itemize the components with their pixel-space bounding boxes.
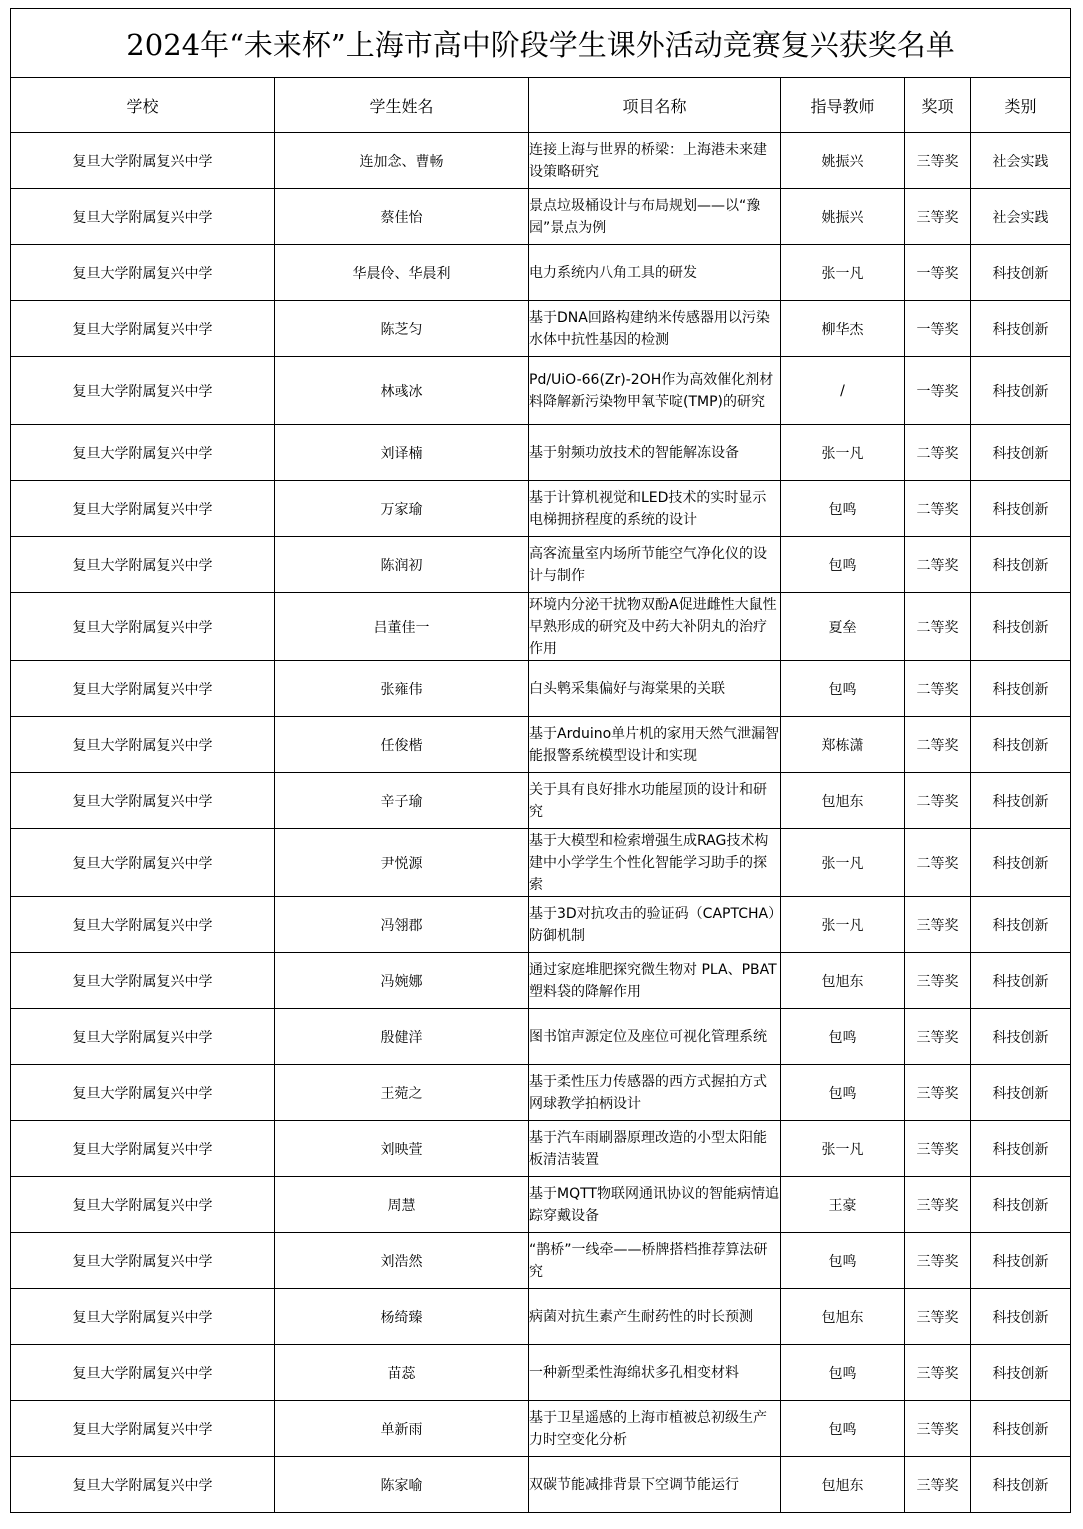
category-cell: 科技创新 [971, 1289, 1071, 1345]
school-cell: 复旦大学附属复兴中学 [11, 425, 275, 481]
header-category: 类别 [971, 78, 1071, 133]
student-name-cell: 尹悦源 [275, 829, 529, 897]
school-cell: 复旦大学附属复兴中学 [11, 133, 275, 189]
table-row [11, 1121, 1071, 1177]
header-school: 学校 [11, 78, 275, 133]
award-cell: 三等奖 [905, 1009, 971, 1065]
award-cell: 二等奖 [905, 773, 971, 829]
award-cell: 二等奖 [905, 829, 971, 897]
category-cell: 科技创新 [971, 897, 1071, 953]
award-cell: 二等奖 [905, 593, 971, 661]
category-cell: 科技创新 [971, 717, 1071, 773]
student-name-cell: 冯翎郡 [275, 897, 529, 953]
project-title-cell: 关于具有良好排水功能屋顶的设计和研究 [529, 773, 781, 829]
student-name-cell: 陈润初 [275, 537, 529, 593]
school-cell: 复旦大学附属复兴中学 [11, 593, 275, 661]
student-name-cell: 林彧冰 [275, 357, 529, 425]
award-cell: 二等奖 [905, 425, 971, 481]
teacher-cell: / [781, 357, 905, 425]
school-cell: 复旦大学附属复兴中学 [11, 773, 275, 829]
header-students: 学生姓名 [275, 78, 529, 133]
category-cell: 科技创新 [971, 1457, 1071, 1513]
student-name-cell: 殷健洋 [275, 1009, 529, 1065]
table-row [11, 425, 1071, 481]
project-title-cell: 基于大模型和检索增强生成RAG技术构建中小学学生个性化智能学习助手的探索 [529, 829, 781, 897]
award-cell: 三等奖 [905, 953, 971, 1009]
award-cell: 三等奖 [905, 897, 971, 953]
school-cell: 复旦大学附属复兴中学 [11, 1345, 275, 1401]
school-cell: 复旦大学附属复兴中学 [11, 1233, 275, 1289]
category-cell: 科技创新 [971, 661, 1071, 717]
school-cell: 复旦大学附属复兴中学 [11, 1065, 275, 1121]
teacher-cell: 郑栋潇 [781, 717, 905, 773]
teacher-cell: 包鸣 [781, 1009, 905, 1065]
student-name-cell: 单新雨 [275, 1401, 529, 1457]
table-row [11, 133, 1071, 189]
table-row [11, 1401, 1071, 1457]
student-name-cell: 杨绮臻 [275, 1289, 529, 1345]
table-row [11, 1065, 1071, 1121]
project-title-cell: 双碳节能减排背景下空调节能运行 [529, 1457, 781, 1513]
school-cell: 复旦大学附属复兴中学 [11, 1121, 275, 1177]
student-name-cell: 任俊楷 [275, 717, 529, 773]
category-cell: 社会实践 [971, 189, 1071, 245]
category-cell: 科技创新 [971, 1401, 1071, 1457]
teacher-cell: 包鸣 [781, 1401, 905, 1457]
table-row [11, 1457, 1071, 1513]
teacher-cell: 姚振兴 [781, 189, 905, 245]
student-name-cell: 连加念、曹畅 [275, 133, 529, 189]
award-cell: 三等奖 [905, 1345, 971, 1401]
teacher-cell: 包鸣 [781, 481, 905, 537]
category-cell: 科技创新 [971, 953, 1071, 1009]
student-name-cell: 陈家喻 [275, 1457, 529, 1513]
school-cell: 复旦大学附属复兴中学 [11, 537, 275, 593]
category-cell: 科技创新 [971, 537, 1071, 593]
table-row [11, 1009, 1071, 1065]
project-title-cell: 图书馆声源定位及座位可视化管理系统 [529, 1009, 781, 1065]
student-name-cell: 冯婉娜 [275, 953, 529, 1009]
table-row [11, 1177, 1071, 1233]
project-title-cell: 基于MQTT物联网通讯协议的智能病情追踪穿戴设备 [529, 1177, 781, 1233]
teacher-cell: 包鸣 [781, 1065, 905, 1121]
teacher-cell: 张一凡 [781, 425, 905, 481]
table-row [11, 773, 1071, 829]
student-name-cell: 苗蕊 [275, 1345, 529, 1401]
school-cell: 复旦大学附属复兴中学 [11, 245, 275, 301]
teacher-cell: 夏垒 [781, 593, 905, 661]
teacher-cell: 柳华杰 [781, 301, 905, 357]
header-row [11, 78, 1071, 133]
table-row [11, 1345, 1071, 1401]
category-cell: 科技创新 [971, 1065, 1071, 1121]
school-cell: 复旦大学附属复兴中学 [11, 1177, 275, 1233]
award-cell: 二等奖 [905, 661, 971, 717]
school-cell: 复旦大学附属复兴中学 [11, 717, 275, 773]
award-list-table [10, 8, 1071, 1513]
school-cell: 复旦大学附属复兴中学 [11, 661, 275, 717]
project-title-cell: 基于卫星遥感的上海市植被总初级生产力时空变化分析 [529, 1401, 781, 1457]
teacher-cell: 张一凡 [781, 245, 905, 301]
category-cell: 科技创新 [971, 593, 1071, 661]
student-name-cell: 华晨伶、华晨利 [275, 245, 529, 301]
header-award: 奖项 [905, 78, 971, 133]
table-row [11, 829, 1071, 897]
project-title-cell: 基于汽车雨刷器原理改造的小型太阳能板清洁装置 [529, 1121, 781, 1177]
school-cell: 复旦大学附属复兴中学 [11, 1289, 275, 1345]
category-cell: 科技创新 [971, 425, 1071, 481]
student-name-cell: 万家瑜 [275, 481, 529, 537]
school-cell: 复旦大学附属复兴中学 [11, 1009, 275, 1065]
student-name-cell: 王菀之 [275, 1065, 529, 1121]
student-name-cell: 刘浩然 [275, 1233, 529, 1289]
school-cell: 复旦大学附属复兴中学 [11, 357, 275, 425]
table-row [11, 661, 1071, 717]
student-name-cell: 蔡佳怡 [275, 189, 529, 245]
category-cell: 科技创新 [971, 245, 1071, 301]
project-title-cell: 电力系统内八角工具的研发 [529, 245, 781, 301]
table-row [11, 189, 1071, 245]
award-cell: 三等奖 [905, 1401, 971, 1457]
school-cell: 复旦大学附属复兴中学 [11, 829, 275, 897]
award-cell: 二等奖 [905, 717, 971, 773]
category-cell: 科技创新 [971, 301, 1071, 357]
teacher-cell: 包鸣 [781, 661, 905, 717]
teacher-cell: 包鸣 [781, 1233, 905, 1289]
project-title-cell: 基于射频功放技术的智能解冻设备 [529, 425, 781, 481]
award-cell: 三等奖 [905, 1233, 971, 1289]
award-cell: 三等奖 [905, 1289, 971, 1345]
category-cell: 社会实践 [971, 133, 1071, 189]
teacher-cell: 包旭东 [781, 1457, 905, 1513]
award-cell: 二等奖 [905, 481, 971, 537]
project-title-cell: 景点垃圾桶设计与布局规划——以“豫园”景点为例 [529, 189, 781, 245]
school-cell: 复旦大学附属复兴中学 [11, 481, 275, 537]
table-row [11, 301, 1071, 357]
teacher-cell: 张一凡 [781, 829, 905, 897]
table-row [11, 481, 1071, 537]
award-cell: 三等奖 [905, 1457, 971, 1513]
award-cell: 一等奖 [905, 357, 971, 425]
project-title-cell: 基于3D对抗攻击的验证码（CAPTCHA）防御机制 [529, 897, 781, 953]
project-title-cell: 基于DNA回路构建纳米传感器用以污染水体中抗性基因的检测 [529, 301, 781, 357]
school-cell: 复旦大学附属复兴中学 [11, 301, 275, 357]
project-title-cell: 环境内分泌干扰物双酚A促进雌性大鼠性早熟形成的研究及中药大补阴丸的治疗作用 [529, 593, 781, 661]
student-name-cell: 刘译楠 [275, 425, 529, 481]
category-cell: 科技创新 [971, 1121, 1071, 1177]
category-cell: 科技创新 [971, 773, 1071, 829]
school-cell: 复旦大学附属复兴中学 [11, 1401, 275, 1457]
student-name-cell: 陈芝匀 [275, 301, 529, 357]
student-name-cell: 刘映萱 [275, 1121, 529, 1177]
table-row [11, 593, 1071, 661]
project-title-cell: 一种新型柔性海绵状多孔相变材料 [529, 1345, 781, 1401]
project-title-cell: 连接上海与世界的桥梁：上海港未来建设策略研究 [529, 133, 781, 189]
student-name-cell: 周慧 [275, 1177, 529, 1233]
page-title: 2024年“未来杯”上海市高中阶段学生课外活动竞赛复兴获奖名单 [11, 9, 1071, 78]
school-cell: 复旦大学附属复兴中学 [11, 1457, 275, 1513]
teacher-cell: 张一凡 [781, 1121, 905, 1177]
header-teacher: 指导教师 [781, 78, 905, 133]
teacher-cell: 包旭东 [781, 953, 905, 1009]
category-cell: 科技创新 [971, 829, 1071, 897]
school-cell: 复旦大学附属复兴中学 [11, 953, 275, 1009]
table-row [11, 953, 1071, 1009]
project-title-cell: “鹊桥”一线牵——桥牌搭档推荐算法研究 [529, 1233, 781, 1289]
header-project: 项目名称 [529, 78, 781, 133]
category-cell: 科技创新 [971, 481, 1071, 537]
teacher-cell: 包旭东 [781, 773, 905, 829]
student-name-cell: 张雍伟 [275, 661, 529, 717]
table-row [11, 537, 1071, 593]
award-cell: 三等奖 [905, 1177, 971, 1233]
table-row [11, 897, 1071, 953]
award-cell: 三等奖 [905, 189, 971, 245]
teacher-cell: 包旭东 [781, 1289, 905, 1345]
project-title-cell: 白头鹎采集偏好与海棠果的关联 [529, 661, 781, 717]
school-cell: 复旦大学附属复兴中学 [11, 189, 275, 245]
category-cell: 科技创新 [971, 1177, 1071, 1233]
award-cell: 三等奖 [905, 1065, 971, 1121]
school-cell: 复旦大学附属复兴中学 [11, 897, 275, 953]
award-cell: 一等奖 [905, 301, 971, 357]
project-title-cell: 病菌对抗生素产生耐药性的时长预测 [529, 1289, 781, 1345]
award-cell: 三等奖 [905, 1121, 971, 1177]
teacher-cell: 包鸣 [781, 537, 905, 593]
teacher-cell: 姚振兴 [781, 133, 905, 189]
category-cell: 科技创新 [971, 1345, 1071, 1401]
teacher-cell: 包鸣 [781, 1345, 905, 1401]
project-title-cell: 高客流量室内场所节能空气净化仪的设计与制作 [529, 537, 781, 593]
table-row [11, 1289, 1071, 1345]
table-row [11, 357, 1071, 425]
student-name-cell: 辛子瑜 [275, 773, 529, 829]
award-cell: 二等奖 [905, 537, 971, 593]
table-row [11, 1233, 1071, 1289]
project-title-cell: 基于Arduino单片机的家用天然气泄漏智能报警系统模型设计和实现 [529, 717, 781, 773]
project-title-cell: 基于柔性压力传感器的西方式握拍方式网球教学拍柄设计 [529, 1065, 781, 1121]
category-cell: 科技创新 [971, 1009, 1071, 1065]
teacher-cell: 张一凡 [781, 897, 905, 953]
award-cell: 三等奖 [905, 133, 971, 189]
project-title-cell: 基于计算机视觉和LED技术的实时显示电梯拥挤程度的系统的设计 [529, 481, 781, 537]
award-cell: 一等奖 [905, 245, 971, 301]
table-row [11, 245, 1071, 301]
teacher-cell: 王豪 [781, 1177, 905, 1233]
category-cell: 科技创新 [971, 357, 1071, 425]
project-title-cell: 通过家庭堆肥探究微生物对 PLA、PBAT塑料袋的降解作用 [529, 953, 781, 1009]
category-cell: 科技创新 [971, 1233, 1071, 1289]
student-name-cell: 吕董佳一 [275, 593, 529, 661]
table-row [11, 717, 1071, 773]
project-title-cell: Pd/UiO-66(Zr)-2OH作为高效催化剂材料降解新污染物甲氧苄啶(TMP)的研究 [529, 357, 781, 425]
